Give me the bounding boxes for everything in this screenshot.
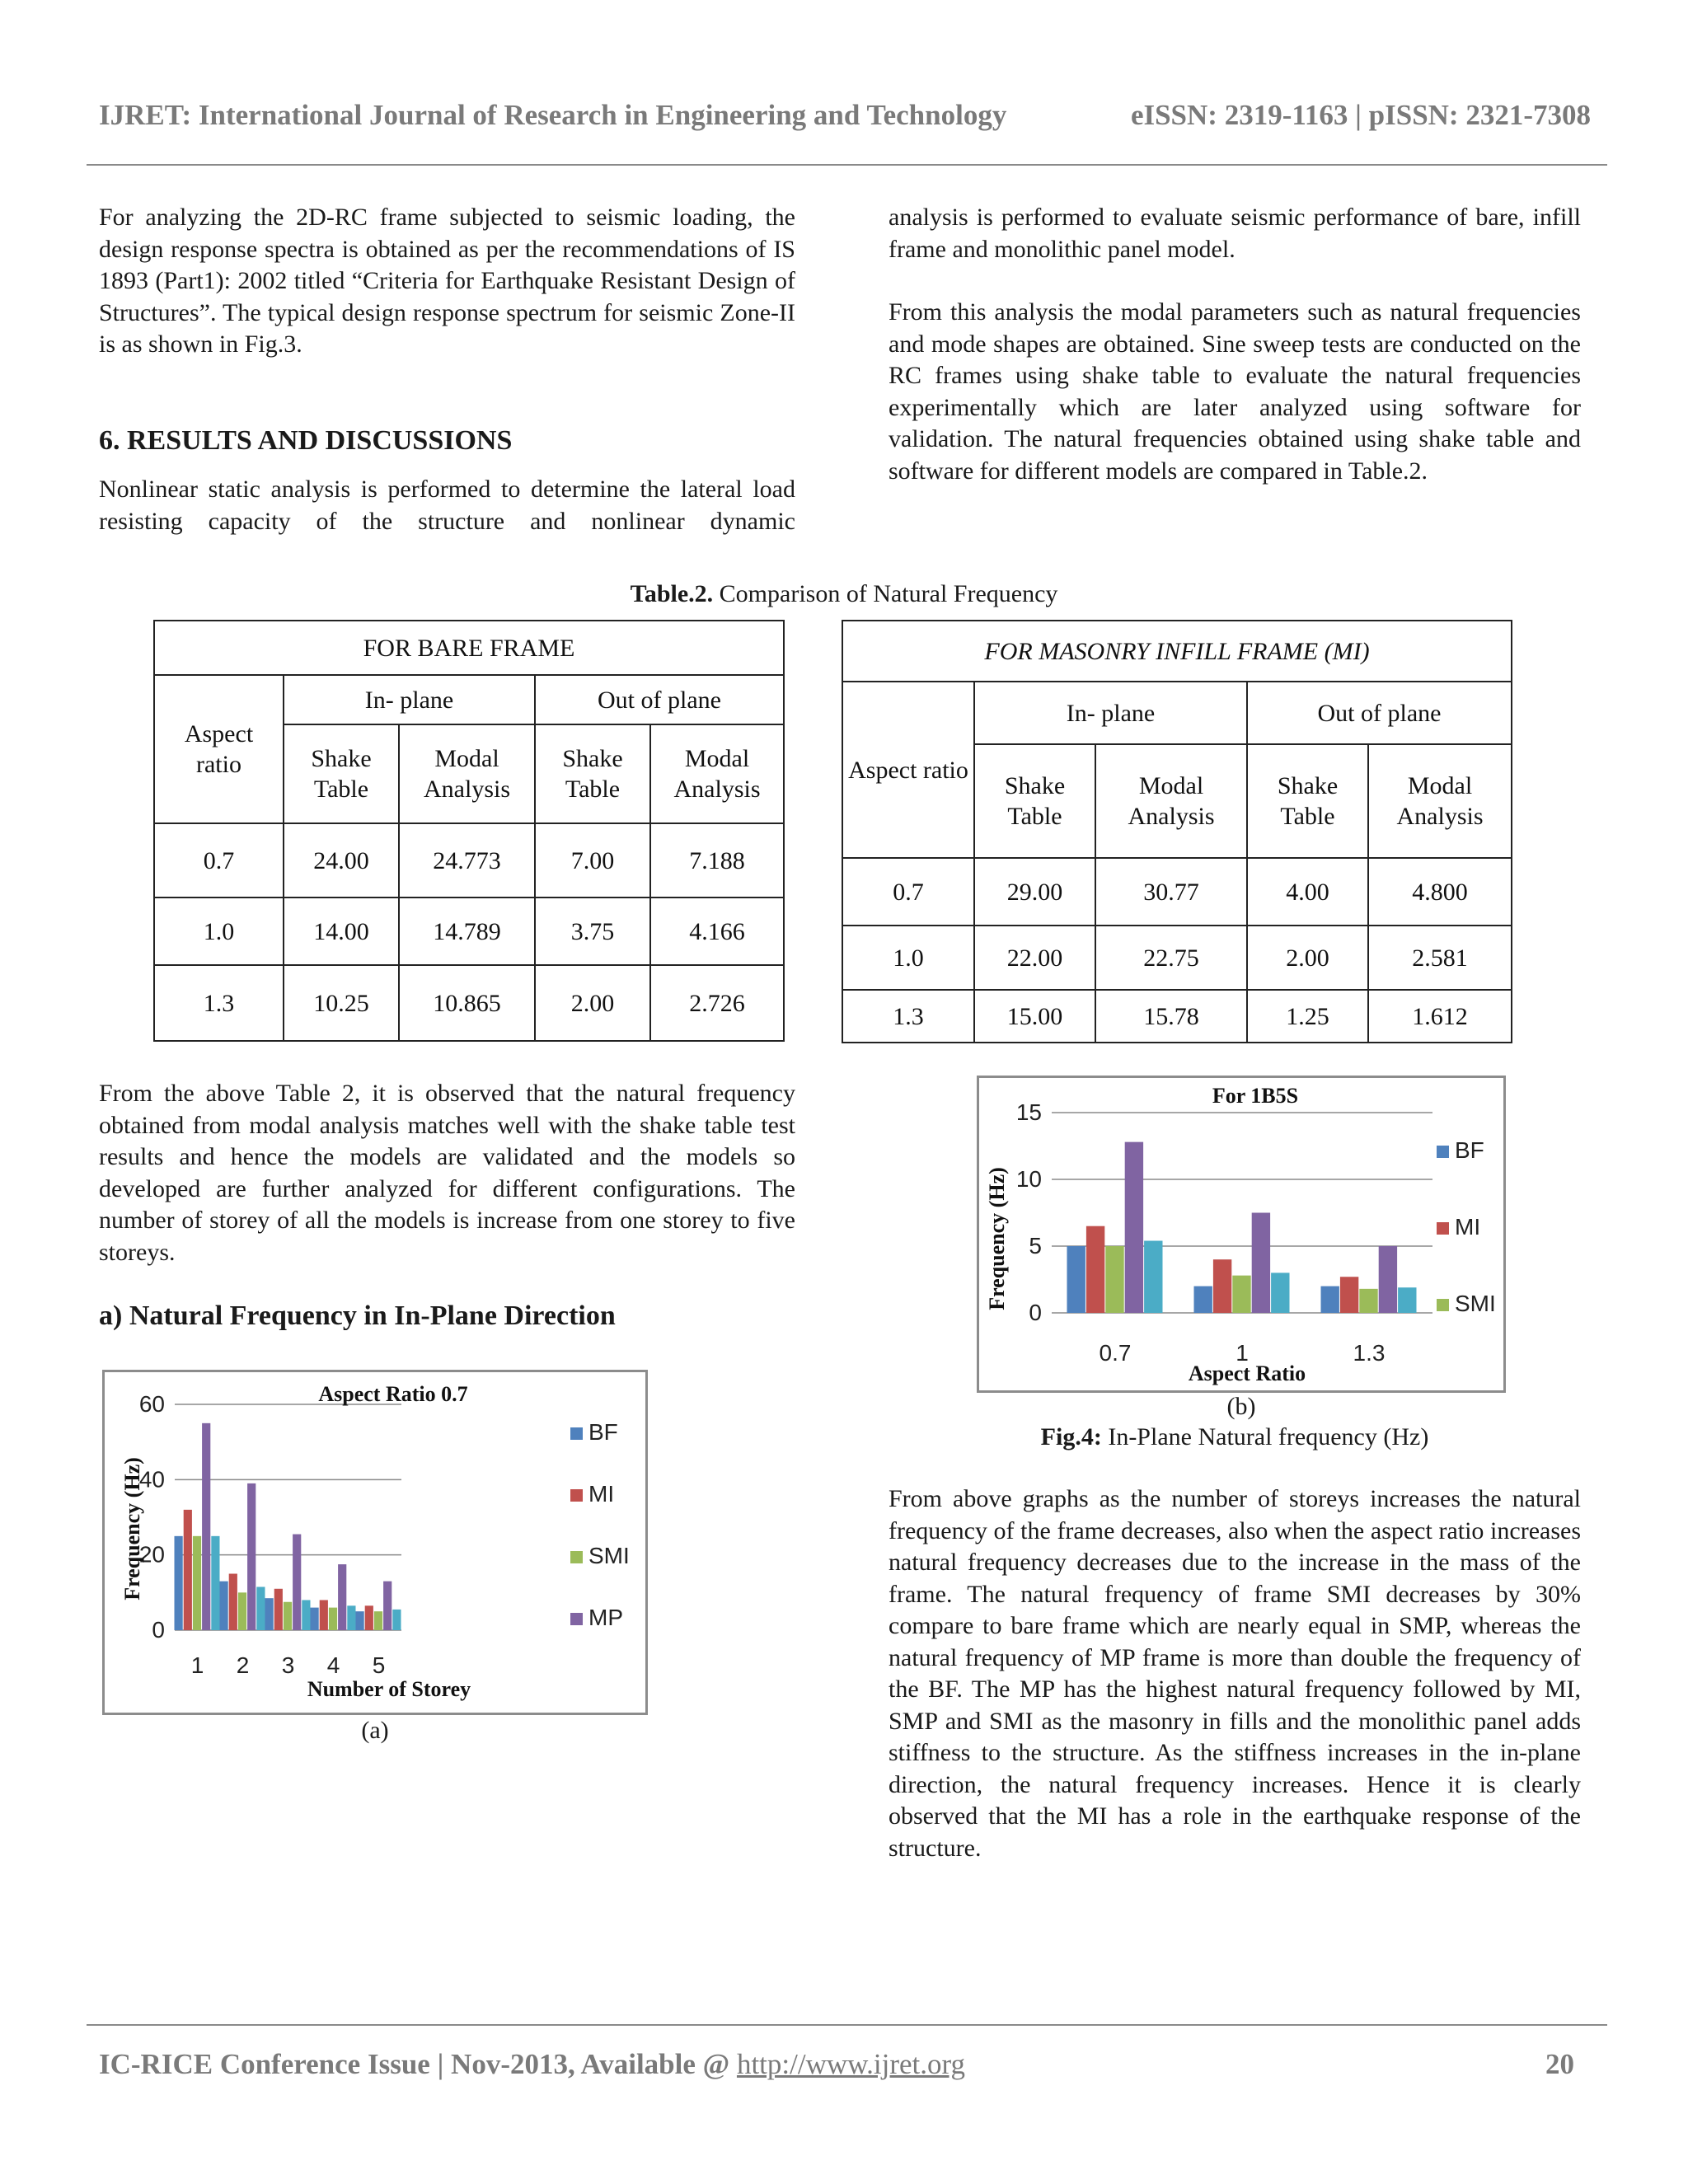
chart-title: Aspect Ratio 0.7 [318, 1382, 468, 1406]
table-row [154, 898, 784, 965]
chart-a-frame [102, 1370, 648, 1715]
table-cell: 22.75 [1095, 926, 1247, 990]
infill-shake-header-2: Shake Table [1247, 744, 1368, 858]
bar [184, 1510, 192, 1630]
x-tick-label: 1 [190, 1652, 204, 1678]
right-paragraph-1: analysis is performed to evaluate seismic performance of bare, infill frame and monolithic panel model. [889, 204, 1581, 263]
table-cell: 10.25 [284, 965, 399, 1041]
bar [383, 1582, 392, 1630]
x-tick-label: 2 [236, 1652, 250, 1678]
x-axis-label: Aspect Ratio [1188, 1361, 1306, 1385]
journal-title: IJRET: International Journal of Research in Engineering and Technology [99, 99, 1007, 131]
chart-a-sublabel: (a) [361, 1717, 389, 1744]
figure-caption-label: Fig.4: [1040, 1423, 1102, 1451]
bar [1213, 1259, 1231, 1313]
figure-caption [889, 1423, 1581, 1451]
header-rule [87, 164, 1607, 166]
bar [238, 1592, 246, 1630]
infill-frame-table [842, 620, 1512, 1043]
x-tick-label: 0.7 [1099, 1340, 1132, 1366]
figure-caption-text: In-Plane Natural frequency (Hz) [1101, 1423, 1429, 1451]
legend-label: MI [588, 1481, 615, 1507]
bar [193, 1536, 201, 1630]
table-cell: 1.0 [842, 926, 974, 990]
table-cell: 15.00 [974, 990, 1095, 1043]
table-cell: 1.3 [154, 965, 284, 1041]
table-cell: 1.3 [842, 990, 974, 1043]
y-tick-label: 40 [138, 1466, 165, 1493]
y-axis-label: Frequency (Hz) [120, 1457, 144, 1601]
table-cell: 3.75 [535, 898, 650, 965]
x-tick-label: 1.3 [1353, 1340, 1386, 1366]
running-header [99, 99, 1591, 132]
table-row [154, 965, 784, 1041]
chart-b-frame [977, 1076, 1506, 1393]
subheading-in-plane: a) Natural Frequency in In-Plane Direction [99, 1301, 616, 1331]
table-cell: 0.7 [842, 858, 974, 926]
bare-modal-header-2: Modal Analysis [650, 724, 784, 823]
bar [274, 1589, 283, 1630]
y-tick-label: 0 [1029, 1300, 1042, 1325]
bar [1271, 1272, 1289, 1313]
bar [338, 1564, 346, 1630]
bar [220, 1582, 228, 1630]
y-tick-label: 20 [138, 1541, 165, 1568]
footer-rule [87, 2024, 1607, 2026]
infill-shake-header-1: Shake Table [974, 744, 1095, 858]
issn-line: eISSN: 2319-1163 | pISSN: 2321-7308 [1130, 99, 1591, 131]
bar [1086, 1226, 1104, 1313]
y-tick-label: 60 [138, 1391, 165, 1417]
legend-swatch [1437, 1299, 1449, 1311]
legend-label: BF [1455, 1137, 1484, 1163]
bar [1194, 1286, 1212, 1313]
bar [320, 1600, 328, 1630]
x-tick-label: 4 [326, 1652, 340, 1678]
legend-label: BF [588, 1419, 618, 1445]
bar [284, 1602, 292, 1630]
bar [1398, 1287, 1416, 1313]
table-cell: 22.00 [974, 926, 1095, 990]
left-paragraph-2: Nonlinear static analysis is performed to determine the lateral load resisting capacity of the structure and nonlinear dynamic [99, 476, 795, 535]
x-tick-label: 5 [372, 1652, 386, 1678]
bar [356, 1611, 364, 1630]
infill-modal-header-2: Modal Analysis [1368, 744, 1512, 858]
bare-frame-table [153, 620, 785, 1042]
infill-table-title: FOR MASONRY INFILL FRAME (MI) [842, 621, 1512, 682]
table-cell: 1.612 [1368, 990, 1512, 1043]
section-heading: 6. RESULTS AND DISCUSSIONS [99, 425, 513, 456]
legend-label: SMI [588, 1543, 630, 1568]
table-cell: 24.00 [284, 823, 399, 898]
infill-aspect-header: Aspect ratio [842, 682, 974, 858]
bar [302, 1600, 310, 1630]
table-row [842, 926, 1512, 990]
bar [1379, 1246, 1397, 1313]
bar [1232, 1276, 1250, 1313]
table-cell: 24.773 [399, 823, 535, 898]
bar [1125, 1142, 1143, 1313]
bare-table-title: FOR BARE FRAME [154, 621, 784, 675]
bare-inplane-header: In- plane [284, 675, 535, 724]
bar [1340, 1277, 1358, 1313]
table-caption-text: Comparison of Natural Frequency [713, 580, 1058, 607]
legend-swatch [570, 1551, 583, 1563]
page-number: 20 [1545, 2048, 1574, 2080]
table-row [842, 990, 1512, 1043]
chart-b [979, 1078, 1503, 1390]
table-cell: 2.00 [1247, 926, 1368, 990]
bar [347, 1605, 355, 1630]
table-cell: 1.25 [1247, 990, 1368, 1043]
bar [247, 1483, 256, 1630]
infill-outplane-header: Out of plane [1247, 682, 1512, 744]
footer-text: IC-RICE Conference Issue | Nov-2013, Available @ [99, 2048, 737, 2080]
legend-swatch [1437, 1222, 1449, 1235]
legend-label: MP [588, 1605, 623, 1630]
y-axis-label: Frequency (Hz) [985, 1167, 1009, 1310]
table-cell: 7.00 [535, 823, 650, 898]
bar [374, 1611, 382, 1630]
y-tick-label: 10 [1015, 1166, 1042, 1192]
y-tick-label: 15 [1015, 1099, 1042, 1125]
bar [256, 1586, 265, 1630]
bar [265, 1598, 274, 1630]
left-paragraph-1: For analyzing the 2D-RC frame subjected to seismic loading, the design response spectra is obtained as per the recommendations of IS 1893 (Part1): 2002 titled “Criteria for Earthquake Resistant Design of Structures”. The typical design response spectrum for seismic Zone-II is as shown in Fig.3. [99, 204, 795, 358]
table-cell: 29.00 [974, 858, 1095, 926]
table-caption [0, 580, 1688, 608]
running-footer [99, 2048, 1574, 2081]
table-cell: 4.00 [1247, 858, 1368, 926]
right-paragraph-2: From this analysis the modal parameters such as natural frequencies and mode shapes are obtained. Sine sweep tests are conducted on the RC frames using shake table to evaluate the natural frequencies experimentally which are later analyzed using software for validation. The natural frequencies obtained using shake table and software for different models are compared in Table.2. [889, 298, 1581, 485]
table-cell: 14.00 [284, 898, 399, 965]
infill-modal-header-1: Modal Analysis [1095, 744, 1247, 858]
y-tick-label: 5 [1029, 1233, 1042, 1258]
right-paragraph-3: From above graphs as the number of storeys increases the natural frequency of the frame decreases, also when the aspect ratio increases natural frequency decreases due to the increase in the mass of the frame. The natural frequency of frame SMI decreases by 30% compare to bare frame which are nearly equal in SMP, whereas the natural frequency of MP frame is more than double the frequency of the BF. The MP has the highest natural frequency followed by MI, SMP and SMI as the masonry in fills and the monolithic panel adds stiffness to the structure. As the stiffness increases in the in-plane direction, the natural frequency increases. Hence it is clearly observed that the MI has a role in the earthquake response of the structure. [889, 1485, 1581, 1862]
bar [211, 1536, 219, 1630]
bar [365, 1605, 373, 1630]
legend-swatch [1437, 1146, 1449, 1158]
table-cell: 10.865 [399, 965, 535, 1041]
table-cell: 2.726 [650, 965, 784, 1041]
chart-a [105, 1372, 645, 1713]
bare-modal-header-1: Modal Analysis [399, 724, 535, 823]
x-tick-label: 1 [1236, 1340, 1249, 1366]
table-cell: 7.188 [650, 823, 784, 898]
bar [1359, 1289, 1377, 1313]
table-row [842, 858, 1512, 926]
table-row [154, 823, 784, 898]
legend-label: MI [1455, 1214, 1481, 1240]
bar [329, 1608, 337, 1630]
table-cell: 30.77 [1095, 858, 1247, 926]
legend-label: SMI [1455, 1291, 1496, 1316]
legend-swatch [570, 1427, 583, 1440]
bar [175, 1536, 183, 1630]
table-cell: 14.789 [399, 898, 535, 965]
chart-b-sublabel: (b) [1226, 1393, 1256, 1420]
left-paragraph-3: From the above Table 2, it is observed that the natural frequency obtained from modal analysis matches well with the shake table test results and hence the models are validated and the models so developed are further analyzed for different configurations. The number of storey of all the models is increase from one storey to five storeys. [99, 1080, 795, 1266]
table-cell: 2.00 [535, 965, 650, 1041]
bar [1321, 1286, 1339, 1313]
bar [392, 1610, 401, 1630]
legend-swatch [570, 1489, 583, 1502]
bar [1144, 1241, 1162, 1313]
table-cell: 0.7 [154, 823, 284, 898]
chart-title: For 1B5S [1212, 1084, 1299, 1108]
bar [1252, 1213, 1270, 1314]
bar [293, 1535, 301, 1630]
legend-swatch [570, 1613, 583, 1625]
table-cell: 4.166 [650, 898, 784, 965]
table-cell: 1.0 [154, 898, 284, 965]
table-cell: 4.800 [1368, 858, 1512, 926]
bar [1067, 1246, 1085, 1313]
bar [229, 1574, 237, 1631]
footer-link[interactable]: http://www.ijret.org [736, 2048, 966, 2080]
bare-shake-header-2: Shake Table [535, 724, 650, 823]
bar [202, 1423, 210, 1630]
table-cell: 2.581 [1368, 926, 1512, 990]
bar [311, 1608, 319, 1630]
bare-aspect-header: Aspect ratio [154, 675, 284, 823]
table-caption-label: Table.2. [630, 580, 714, 607]
infill-inplane-header: In- plane [974, 682, 1247, 744]
bare-outplane-header: Out of plane [535, 675, 784, 724]
bar [1105, 1246, 1123, 1313]
x-tick-label: 3 [281, 1652, 295, 1678]
y-tick-label: 0 [152, 1617, 165, 1643]
x-axis-label: Number of Storey [307, 1677, 471, 1701]
table-cell: 15.78 [1095, 990, 1247, 1043]
bare-shake-header-1: Shake Table [284, 724, 399, 823]
